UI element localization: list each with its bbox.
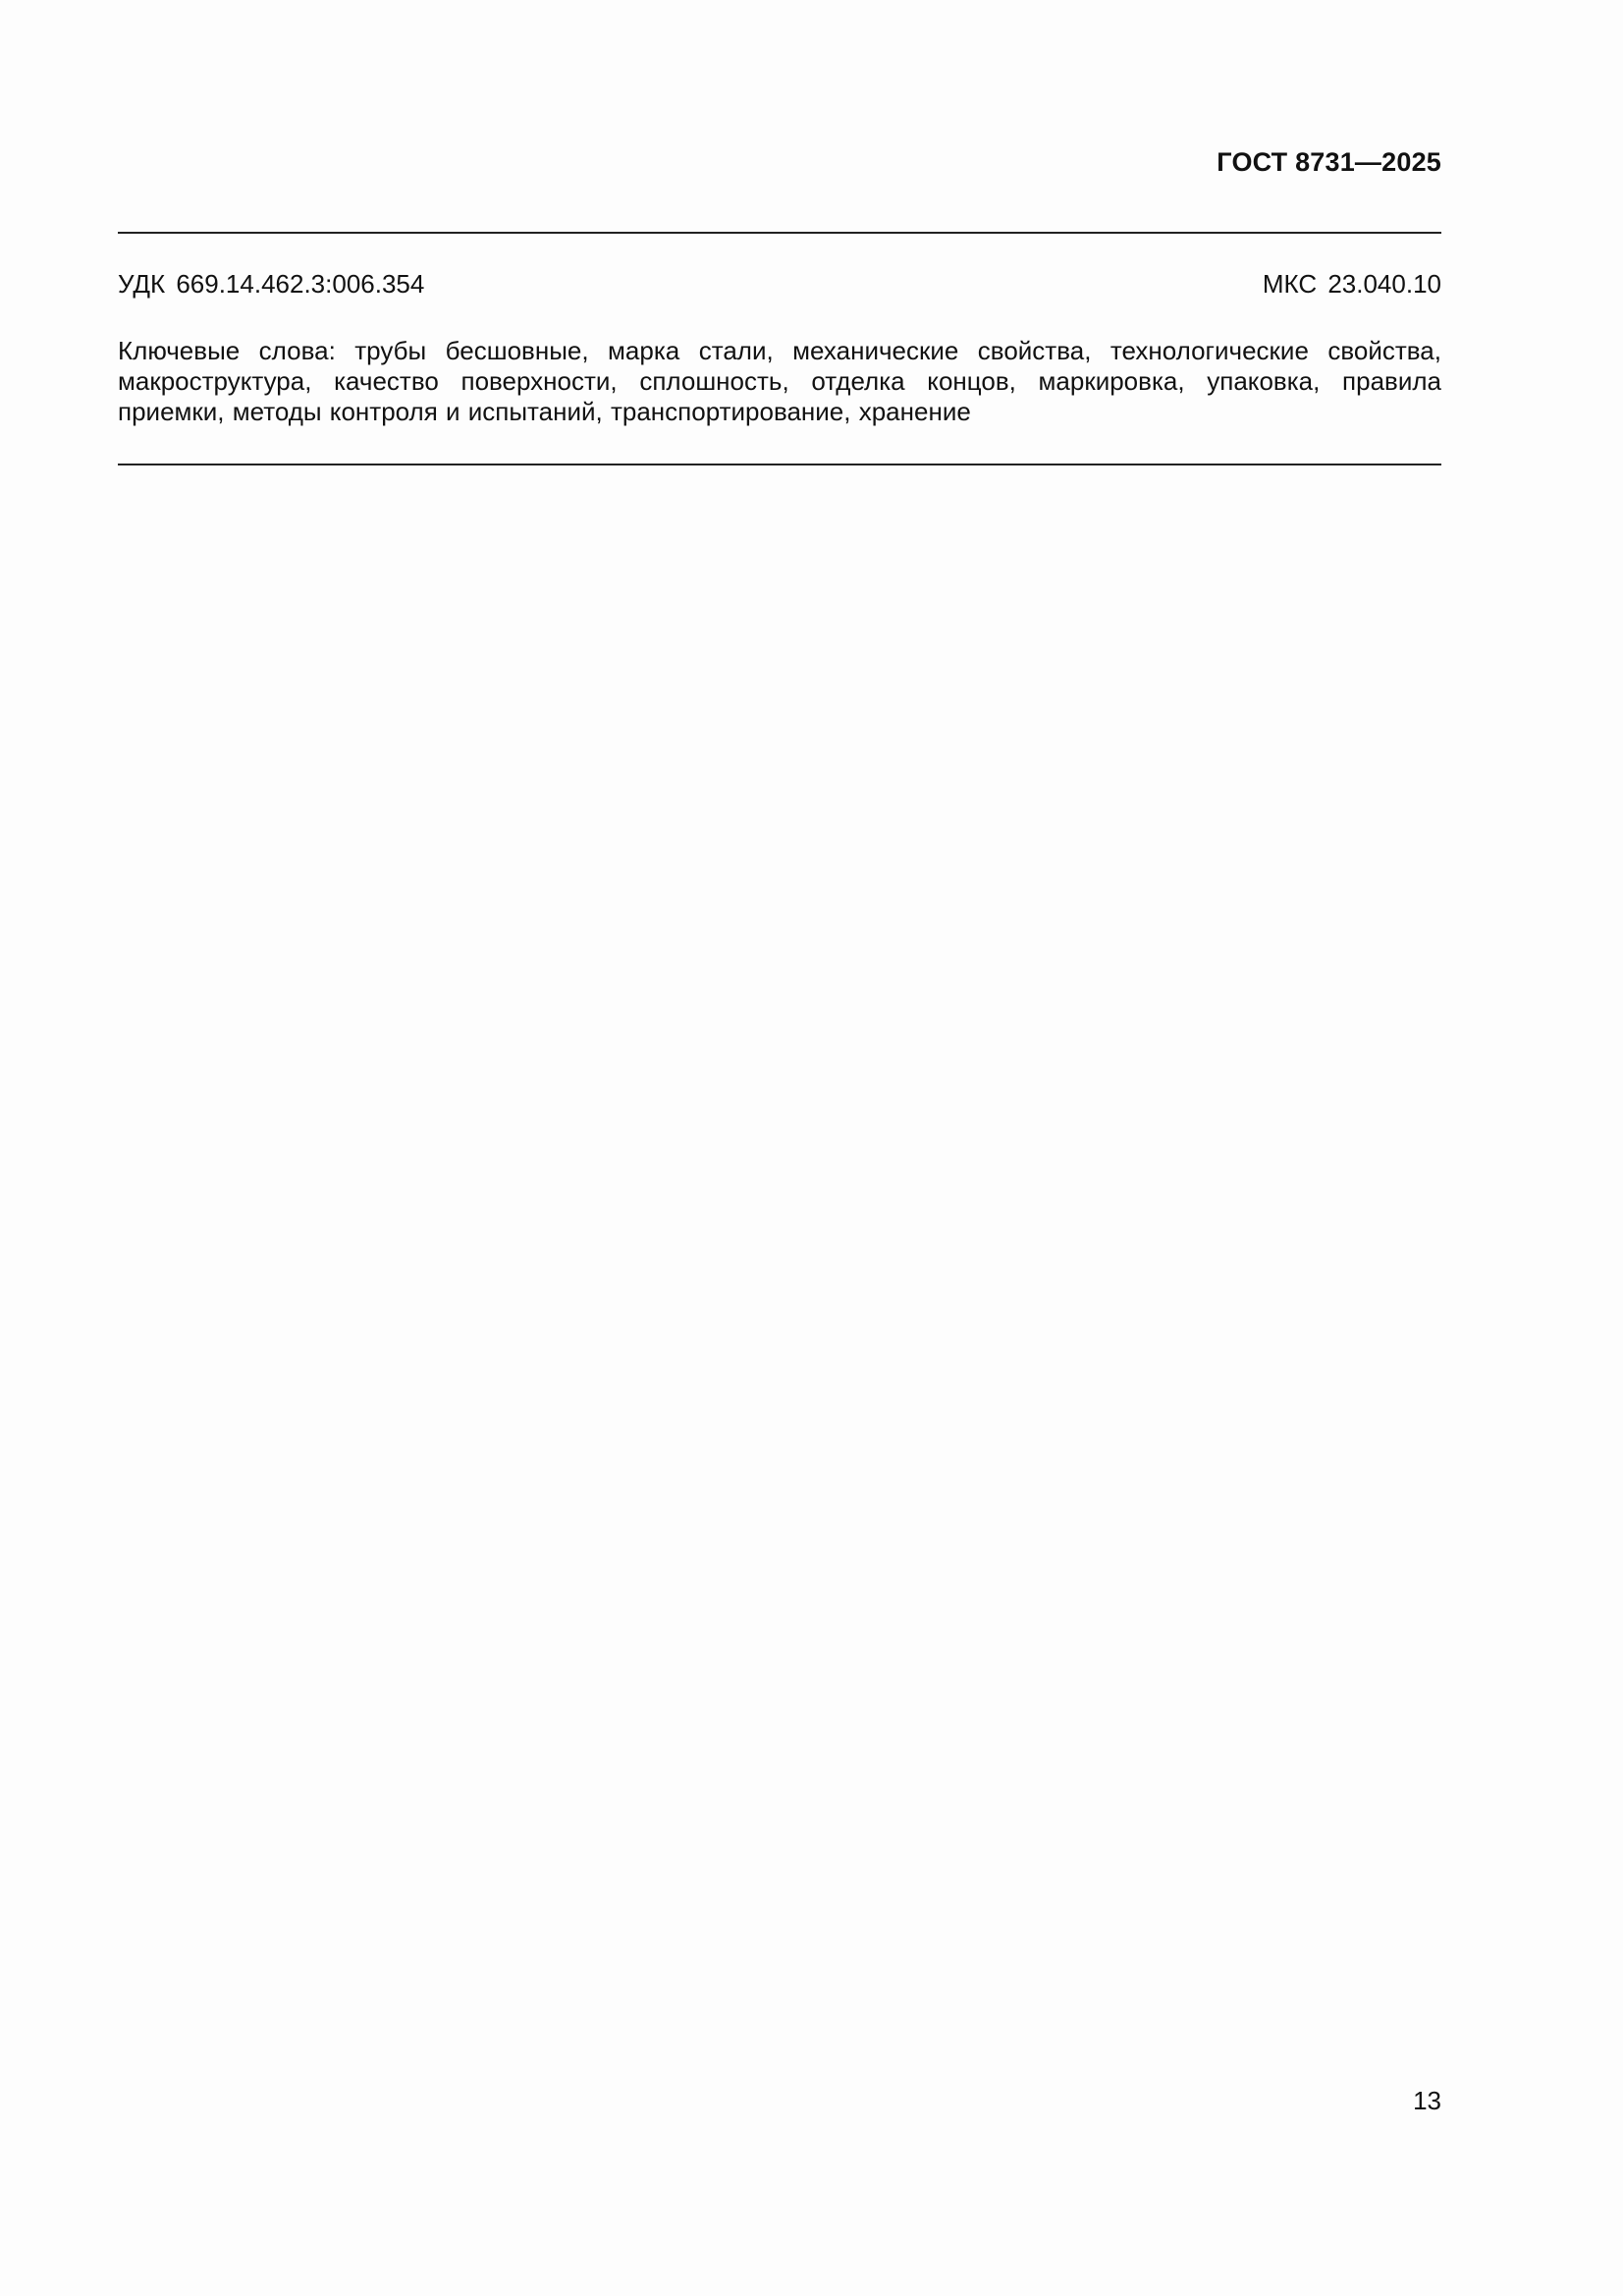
udk-code: УДК 669.14.462.3:006.354 (118, 269, 425, 299)
keywords-block (118, 336, 1441, 427)
keywords-line: Ключевые слова: трубы бесшовные, марка стали, механические свойства, технологические свойства, (118, 336, 1441, 365)
page-number: 13 (1413, 2086, 1441, 2115)
mks-code: МКС 23.040.10 (1262, 269, 1441, 299)
standard-code: ГОСТ 8731—2025 (1217, 147, 1441, 177)
keywords-line: приемки, методы контроля и испытаний, транспортирование, хранение (118, 397, 971, 426)
top-divider (118, 232, 1441, 234)
bottom-divider (118, 464, 1441, 465)
keywords-line: макроструктура, качество поверхности, сплошность, отделка концов, маркировка, упаковка, правила (118, 366, 1441, 396)
